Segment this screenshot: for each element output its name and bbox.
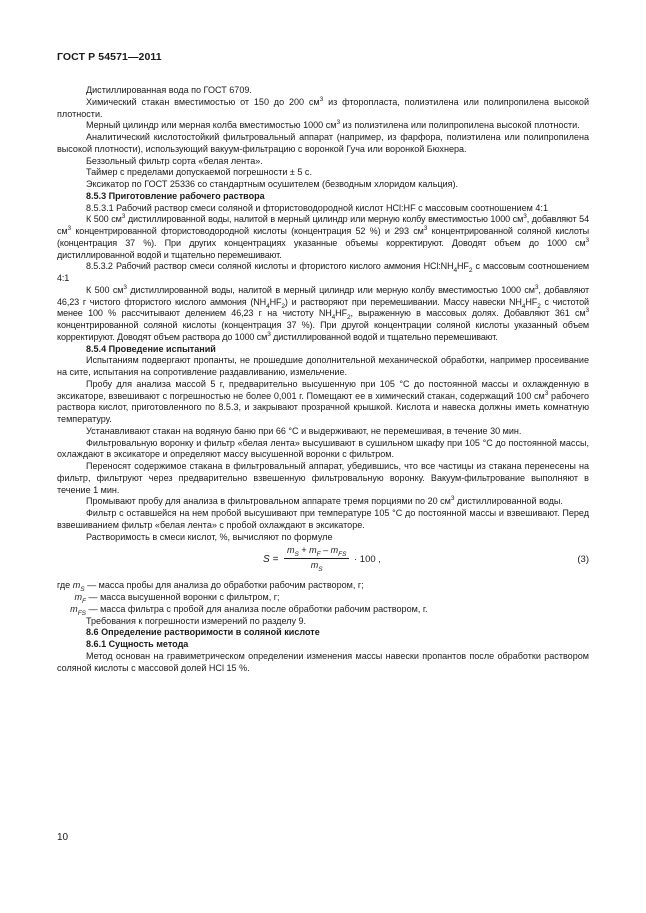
formula-denominator: $m_S$: [310, 560, 323, 573]
paragraph: Метод основан на гравиметрическом определении изменения массы навески пропантов после обработки раствором соляной кислоты с массовой долей HCl 15 %.: [57, 650, 589, 673]
formula-lhs: S =: [263, 554, 279, 566]
formula-3: [57, 545, 589, 577]
paragraph: Эксикатор по ГОСТ 25336 со стандартным осушителем (безводным хлоридом кальция).: [86, 179, 459, 189]
legend-item: где $m_S$ — масса пробы для анализа до обработки рабочим раствором, г;: [57, 580, 364, 594]
paragraph: Аналитический кислотостойкий фильтровальный аппарат (например, из фарфора, полиэтилена или полипропилена высокой плотности), использующий вакуум-фильтрацию с воронкой Гуча или воронкой Бюхнера.: [57, 132, 589, 154]
paragraph: Испытаниям подвергают пропанты, не прошедшие дополнительной механической обработки, например просеивание на сите, испытания на сопротивление раздавливанию, измельчение.: [57, 355, 589, 377]
page-body: [57, 85, 589, 674]
section-heading-8-6-1: 8.6.1 Сущность метода: [86, 639, 189, 649]
paragraph: Беззольный фильтр сорта «белая лента».: [86, 155, 263, 166]
formula-fraction: [284, 545, 349, 572]
paragraph: К 500 $см^3$ дистиллированной воды, налитой в мерный цилиндр или мерную колбу вместимостью 1000 $см^3$, добавляют 46,23 г чистого фтористого кислого аммония $(NH_4HF_2)$ и растворяют при перемешивании. Массу навески $NH_4HF_2$ с чистотой менее 100 % рассчитывают делением 46,23 г на чистоту $NH_4HF_2$, выраженную в массовых долях. Добавляют 361 $см^3$ концентрированной соляной кислоты (концентрация 37 %). При другой концентрации соляной кислоты указанный объем корректируют. Доводят объем раствора до 1000 $см^3$ дистиллированной водой и тщательно перемешивают.: [57, 283, 589, 342]
paragraph: Мерный цилиндр или мерная колба вместимостью 1000 $см^3$ из полиэтилена или полипропилена высокой плотности.: [86, 119, 580, 131]
legend-item: $m_{FS}$ — масса фильтра с пробой для анализа после обработки рабочим раствором, г.: [70, 603, 428, 617]
formula-numerator: $m_S + m_F - m_{FS}$: [287, 545, 347, 559]
paragraph: Промывают пробу для анализа в фильтровальном аппарате тремя порциями по 20 $см^3$ дистиллированной воды.: [86, 495, 563, 507]
paragraph: Дистиллированная вода по ГОСТ 6709.: [86, 85, 252, 95]
paragraph: Фильтр с оставшейся на нем пробой высушивают при температуре 105 °С до постоянной массы и взвешивают. Перед взвешиванием фильтр «белая лента» с пробой охлаждают в эксикаторе.: [57, 508, 589, 530]
paragraph: Растворимость в смеси кислот, %, вычисляют по формуле: [86, 531, 333, 542]
paragraph: 8.5.3.1 Рабочий раствор смеси соляной и фтористоводородной кислот HCl:HF с массовым соотношением 4:1: [86, 202, 548, 213]
paragraph: 8.5.3.2 Рабочий раствор смеси соляной кислоты и фтористого кислого аммония $HCl:NH_4HF_2$ с массовым соотношением 4:1: [57, 261, 589, 283]
fraction-bar: [284, 558, 349, 559]
paragraph: Переносят содержимое стакана в фильтровальный аппарат, убедившись, что все частицы из стакана перенесены на фильтр, фильтруют через предварительно взвешенную фильтровальную воронку. Вакуум-фильтрование выполняют в течение 1 мин.: [57, 461, 589, 495]
legend-item: $m_F$ — масса высушенной воронки с фильтром, г;: [74, 592, 280, 605]
paragraph: Химический стакан вместимостью от 150 до 200 $см^3$ из фторопласта, полиэтилена или полипропилена высокой плотности.: [57, 95, 590, 119]
paragraph: Пробу для анализа массой 5 г, предварительно высушенную при 105 °С до постоянной массы и охлажденную в эксикаторе, взвешивают с погрешностью не более 0,001 г. Помещают ее в химический стакан, содержащий 100 $см^3$ рабочего раствора кислот, приготовленного по 8.5.3, и закрывают прозрачной крышкой. Кислота и навеска должны иметь комнатную температуру.: [57, 378, 589, 424]
paragraph: Фильтровальную воронку и фильтр «белая лента» высушивают в сушильном шкафу при 105 °С до постоянной массы, охлаждают в эксикаторе и определяют массу высушенной воронки с фильтром.: [57, 437, 589, 460]
section-heading-8-6: 8.6 Определение растворимости в соляной кислоте: [86, 627, 320, 638]
paragraph: Таймер с пределами допускаемой погрешности ± 5 с.: [86, 167, 312, 178]
formula-rhs: · 100 ,: [354, 554, 381, 566]
paragraph: Устанавливают стакан на водяную баню при 66 °С и выдерживают, не перемешивая, в течение 30 мин.: [86, 425, 522, 436]
section-heading-8-5-3: 8.5.3 Приготовление рабочего раствора: [86, 190, 265, 201]
paragraph: К 500 $см^3$ дистиллированной воды, налитой в мерный цилиндр или мерную колбу вместимостью 1000 $см^3$, добавляют 54 $см^3$ концентрированной фтористоводородной кислоты (концентрация 52 %) и 293 $см^3$ концентрированной соляной кислоты (концентрация 37 %). При других концентрациях указанные объемы корректируют. Доводят объем до 1000 $см^3$ дистиллированной водой и тщательно перемешивают.: [57, 213, 589, 260]
paragraph: Требования к погрешности измерений по разделу 9.: [86, 615, 307, 626]
formula-number: (3): [577, 554, 589, 566]
section-heading-8-5-4: 8.5.4 Проведение испытаний: [86, 343, 216, 354]
page-number: 10: [57, 832, 69, 843]
document-header: ГОСТ Р 54571—2011: [57, 51, 162, 63]
